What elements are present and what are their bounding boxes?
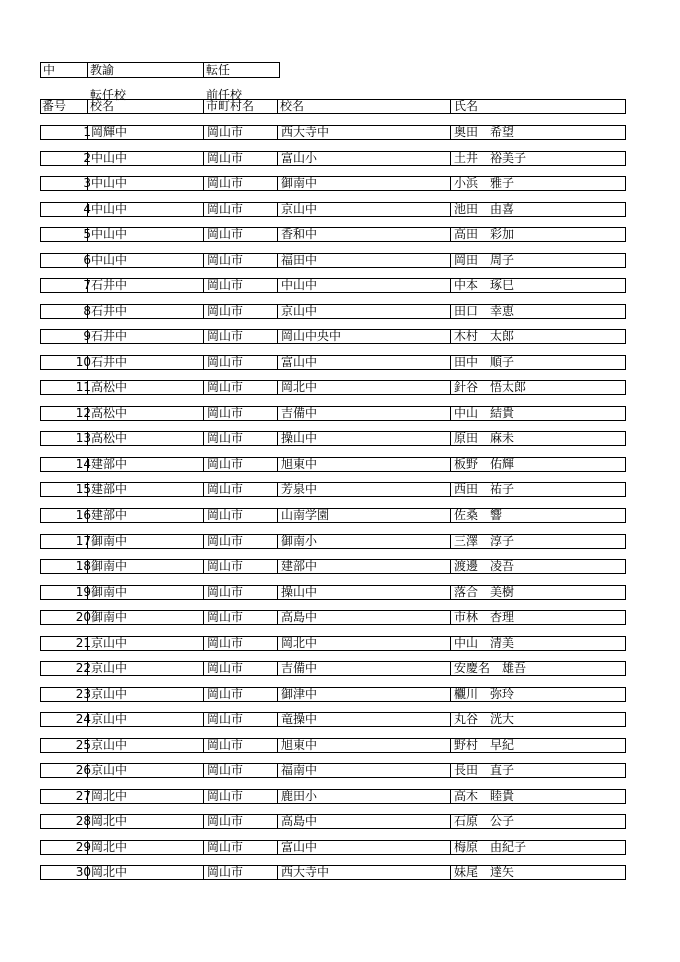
prev-group-label: 前任校 (206, 88, 243, 102)
dest-school: 岡輝中 (91, 125, 128, 139)
prev-school: 高島中 (281, 610, 318, 625)
type-label: 転任 (206, 63, 231, 77)
prev-school: 西大寺中 (281, 865, 330, 880)
dest-school: 中山中 (91, 176, 128, 191)
teacher-name: 欟川 弥玲 (454, 686, 515, 701)
teacher-name: 野村 早紀 (454, 737, 515, 752)
row-number: 28 (75, 814, 91, 829)
prev-city: 岡山市 (207, 533, 244, 548)
table-row (40, 687, 626, 702)
row-number: 3 (83, 176, 91, 191)
dest-school: 京山中 (91, 661, 128, 676)
prev-school: 岡北中 (281, 635, 318, 650)
table-row (40, 125, 626, 140)
dest-school: 石井中 (91, 329, 128, 344)
prev-city: 岡山市 (207, 610, 244, 625)
teacher-name: 板野 佑輝 (454, 456, 515, 471)
row-number: 4 (83, 201, 91, 216)
dest-school: 建部中 (91, 482, 128, 497)
table-row (40, 865, 626, 880)
dest-school: 岡北中 (91, 788, 128, 803)
dest-school: 中山中 (91, 201, 128, 216)
row-number: 20 (75, 610, 91, 625)
prev-city: 岡山市 (207, 380, 244, 395)
prev-school: 御南中 (281, 176, 318, 191)
table-row (40, 329, 626, 344)
prev-city: 岡山市 (207, 661, 244, 676)
teacher-name: 岡田 周子 (454, 252, 515, 267)
dest-school: 御南中 (91, 610, 128, 625)
dest-school: 中山中 (91, 150, 128, 165)
prev-school: 京山中 (281, 303, 318, 318)
table-row (40, 840, 626, 855)
col-name: 氏名 (454, 99, 479, 113)
column-header-row (40, 99, 626, 114)
teacher-name: 田中 順子 (454, 354, 515, 369)
dest-school: 高松中 (91, 431, 128, 446)
teacher-name: 長田 直子 (454, 763, 515, 778)
row-number: 12 (75, 405, 91, 420)
dest-school: 御南中 (91, 584, 128, 599)
role-label: 教諭 (90, 63, 115, 77)
prev-city: 岡山市 (207, 278, 244, 293)
prev-city: 岡山市 (207, 712, 244, 727)
table-row (40, 585, 626, 600)
row-number: 18 (75, 559, 91, 573)
teacher-name: 三澤 淳子 (454, 533, 515, 548)
dest-school: 石井中 (91, 278, 128, 293)
prev-school: 富山小 (281, 150, 318, 165)
prev-city: 岡山市 (207, 227, 244, 242)
dest-school: 建部中 (91, 508, 128, 522)
teacher-name: 小浜 雅子 (454, 176, 515, 191)
table-row (40, 253, 626, 268)
row-number: 13 (75, 431, 91, 446)
dest-school: 石井中 (91, 303, 128, 318)
dest-school: 高松中 (91, 380, 128, 395)
prev-city: 岡山市 (207, 456, 244, 471)
prev-school: 香和中 (281, 227, 318, 242)
row-number: 23 (75, 686, 91, 701)
prev-city: 岡山市 (207, 839, 244, 854)
prev-city: 岡山市 (207, 508, 244, 522)
dest-school: 京山中 (91, 763, 128, 778)
prev-school: 中山中 (281, 278, 318, 293)
dest-school: 建部中 (91, 456, 128, 471)
teacher-name: 梅原 由紀子 (454, 839, 527, 854)
table-row (40, 636, 626, 651)
col-number: 番号 (42, 99, 67, 113)
row-number: 2 (83, 150, 91, 165)
row-number: 6 (83, 252, 91, 267)
prev-city: 岡山市 (207, 584, 244, 599)
teacher-name: 妹尾 達矢 (454, 865, 515, 880)
row-number: 5 (83, 227, 91, 242)
row-number: 7 (83, 278, 91, 293)
row-number: 25 (75, 737, 91, 752)
prev-school: 旭東中 (281, 456, 318, 471)
dest-school: 岡北中 (91, 839, 128, 854)
dest-school: 御南中 (91, 559, 128, 573)
prev-school: 吉備中 (281, 661, 318, 676)
teacher-name: 針谷 悟太郎 (454, 380, 527, 395)
teacher-name: 高木 睦貴 (454, 788, 515, 803)
prev-city: 岡山市 (207, 125, 244, 139)
table-row (40, 482, 626, 497)
teacher-name: 丸谷 洸大 (454, 712, 515, 727)
table-row (40, 406, 626, 421)
prev-school: 竜操中 (281, 712, 318, 727)
teacher-name: 安慶名 雄吾 (454, 661, 527, 676)
row-number: 27 (75, 788, 91, 803)
dest-school: 京山中 (91, 737, 128, 752)
teacher-name: 市林 杏理 (454, 610, 515, 625)
dest-school: 中山中 (91, 227, 128, 242)
prev-city: 岡山市 (207, 788, 244, 803)
dest-school: 京山中 (91, 635, 128, 650)
prev-city: 岡山市 (207, 559, 244, 573)
dest-school: 京山中 (91, 712, 128, 727)
table-row (40, 661, 626, 676)
prev-city: 岡山市 (207, 201, 244, 216)
category-header (40, 62, 280, 78)
teacher-name: 佐桑 響 (454, 508, 503, 522)
teacher-name: 西田 祐子 (454, 482, 515, 497)
table-row (40, 508, 626, 523)
row-number: 26 (75, 763, 91, 778)
table-row (40, 176, 626, 191)
prev-city: 岡山市 (207, 635, 244, 650)
prev-school: 操山中 (281, 584, 318, 599)
teacher-name: 木村 太郎 (454, 329, 515, 344)
table-row (40, 534, 626, 549)
col-prev-school: 校名 (280, 99, 305, 113)
table-row (40, 738, 626, 753)
table-row (40, 789, 626, 804)
table-row (40, 227, 626, 242)
prev-school: 福南中 (281, 763, 318, 778)
row-number: 21 (75, 635, 91, 650)
prev-city: 岡山市 (207, 176, 244, 191)
teacher-name: 土井 裕美子 (454, 150, 527, 165)
table-row (40, 712, 626, 727)
dest-school: 岡北中 (91, 865, 128, 880)
table-row (40, 431, 626, 446)
prev-school: 富山中 (281, 354, 318, 369)
dest-school: 京山中 (91, 686, 128, 701)
table-row (40, 763, 626, 778)
level-label: 中 (43, 63, 56, 77)
row-number: 11 (75, 380, 91, 395)
teacher-name: 田口 幸恵 (454, 303, 515, 318)
col-dest-school: 校名 (90, 99, 115, 113)
prev-school: 御南小 (281, 533, 318, 548)
row-number: 15 (75, 482, 91, 497)
prev-city: 岡山市 (207, 354, 244, 369)
prev-school: 福田中 (281, 252, 318, 267)
row-number: 9 (83, 329, 91, 344)
prev-city: 岡山市 (207, 405, 244, 420)
teacher-name: 中山 結貴 (454, 405, 515, 420)
teacher-name: 石原 公子 (454, 814, 515, 829)
prev-school: 操山中 (281, 431, 318, 446)
table-row (40, 559, 626, 574)
row-number: 29 (75, 839, 91, 854)
table-row (40, 151, 626, 166)
prev-city: 岡山市 (207, 303, 244, 318)
teacher-name: 落合 美樹 (454, 584, 515, 599)
row-number: 17 (75, 533, 91, 548)
prev-city: 岡山市 (207, 431, 244, 446)
table-row (40, 304, 626, 319)
dest-school: 中山中 (91, 252, 128, 267)
prev-school: 岡山中央中 (281, 329, 342, 344)
prev-city: 岡山市 (207, 482, 244, 497)
col-prev-city: 市町村名 (206, 99, 255, 113)
teacher-name: 高田 彩加 (454, 227, 515, 242)
prev-school: 富山中 (281, 839, 318, 854)
prev-city: 岡山市 (207, 814, 244, 829)
table-row (40, 355, 626, 370)
row-number: 10 (75, 354, 91, 369)
prev-school: 西大寺中 (281, 125, 330, 139)
prev-school: 芳泉中 (281, 482, 318, 497)
row-number: 8 (83, 303, 91, 318)
prev-school: 高島中 (281, 814, 318, 829)
row-number: 1 (83, 125, 91, 139)
row-number: 30 (75, 865, 91, 880)
dest-school: 高松中 (91, 405, 128, 420)
table-row (40, 380, 626, 395)
prev-city: 岡山市 (207, 763, 244, 778)
prev-city: 岡山市 (207, 865, 244, 880)
dest-school: 岡北中 (91, 814, 128, 829)
prev-school: 御津中 (281, 686, 318, 701)
table-row (40, 457, 626, 472)
table-row (40, 278, 626, 293)
prev-school: 鹿田小 (281, 788, 318, 803)
table-row (40, 610, 626, 625)
row-number: 22 (75, 661, 91, 676)
teacher-name: 奥田 希望 (454, 125, 515, 139)
row-number: 24 (75, 712, 91, 727)
teacher-name: 原田 麻未 (454, 431, 515, 446)
prev-school: 吉備中 (281, 405, 318, 420)
prev-school: 京山中 (281, 201, 318, 216)
row-number: 14 (75, 456, 91, 471)
prev-city: 岡山市 (207, 686, 244, 701)
teacher-name: 中本 琢巳 (454, 278, 515, 293)
teacher-name: 中山 清美 (454, 635, 515, 650)
table-row (40, 814, 626, 829)
prev-city: 岡山市 (207, 252, 244, 267)
prev-school: 山南学園 (281, 508, 330, 522)
row-number: 19 (75, 584, 91, 599)
prev-school: 旭東中 (281, 737, 318, 752)
row-number: 16 (75, 508, 91, 522)
teacher-name: 渡邊 凌吾 (454, 559, 515, 573)
prev-city: 岡山市 (207, 737, 244, 752)
prev-city: 岡山市 (207, 150, 244, 165)
dest-school: 石井中 (91, 354, 128, 369)
teacher-name: 池田 由喜 (454, 201, 515, 216)
dest-school: 御南中 (91, 533, 128, 548)
table-row (40, 202, 626, 217)
prev-city: 岡山市 (207, 329, 244, 344)
dest-group-label: 転任校 (90, 88, 127, 102)
prev-school: 岡北中 (281, 380, 318, 395)
prev-school: 建部中 (281, 559, 318, 573)
